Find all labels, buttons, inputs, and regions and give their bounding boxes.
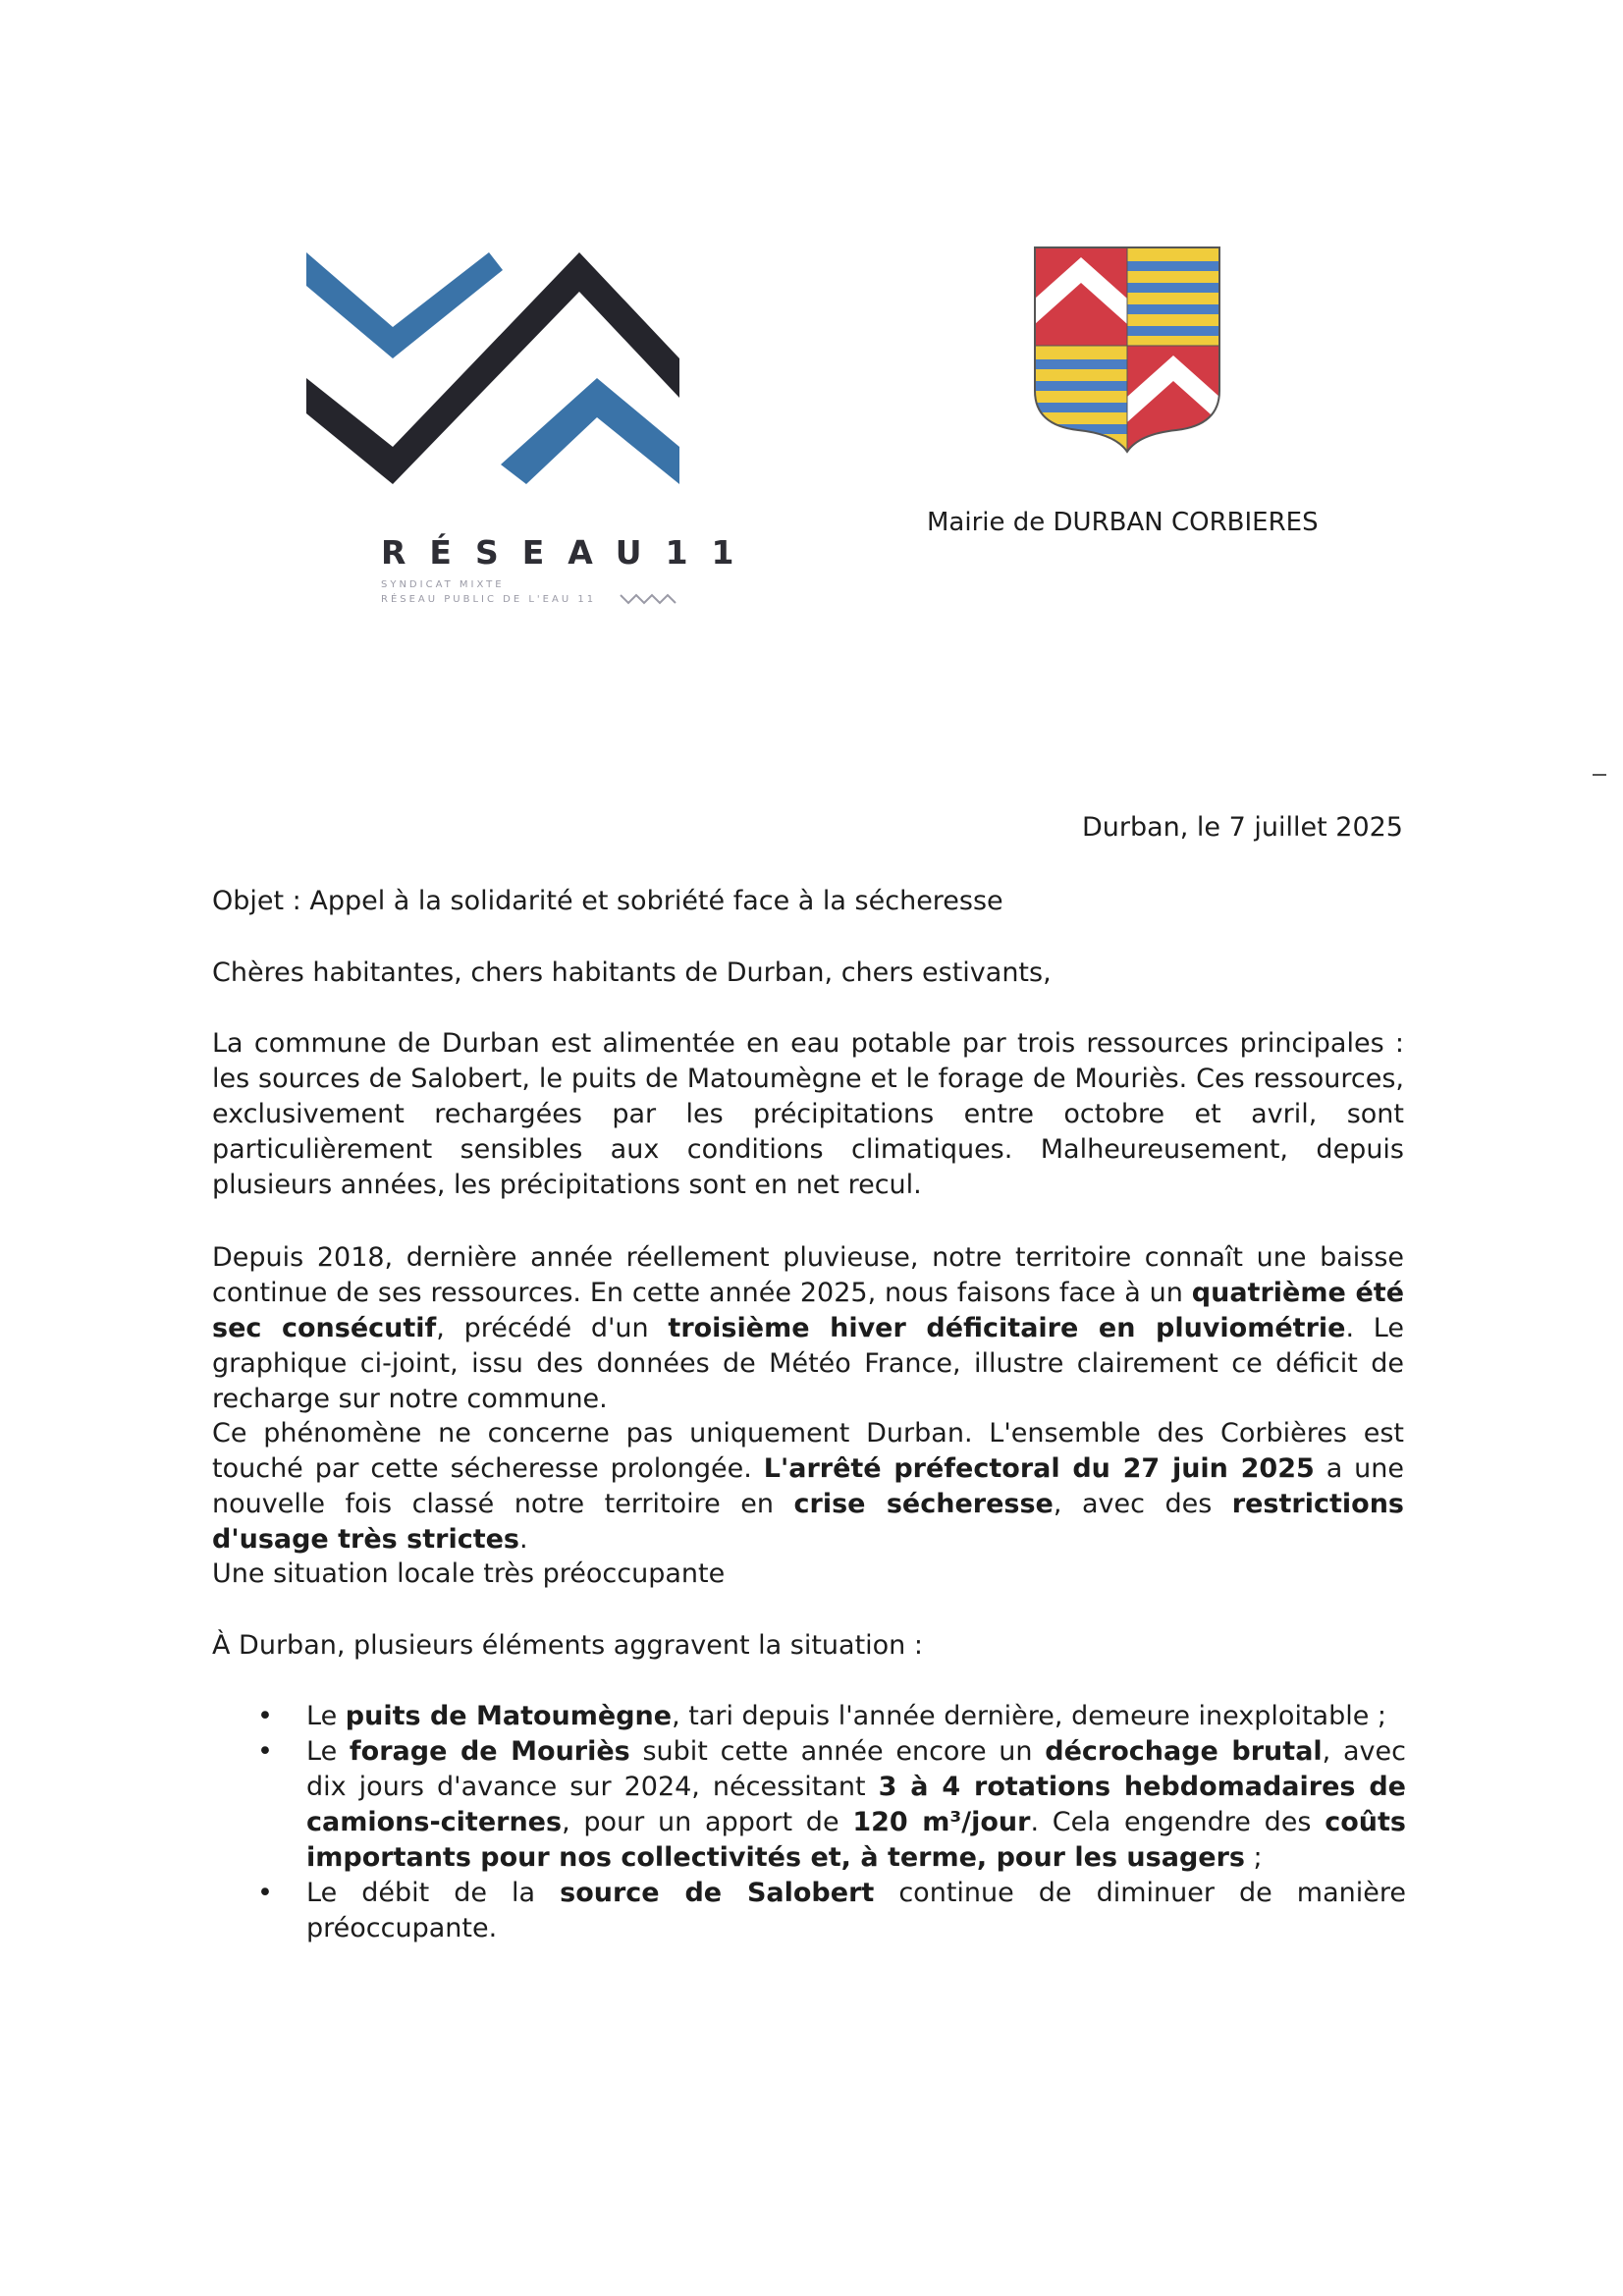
mairie-header: Mairie de DURBAN CORBIERES <box>927 508 1319 537</box>
list-item <box>257 1734 1406 1876</box>
situation-list <box>257 1699 1406 1946</box>
b2-emph-volume: 120 m³/jour <box>852 1807 1031 1837</box>
p2-text-e: . Le graphique ci-joint, issu des données de Météo France, illustre clairement ce déficit de recharge sur notre commune. <box>212 1313 1404 1414</box>
bullet-icon: • <box>257 1878 273 1908</box>
paragraph-1 <box>212 1026 1404 1203</box>
logo-wordmark: RÉSEAU11 <box>381 533 758 572</box>
b2-emph-couts: coûts importants pour nos collectivités et, à terme, pour les usagers <box>306 1807 1406 1873</box>
date-line: Durban, le 7 juillet 2025 <box>1081 812 1403 843</box>
logo-subtitle-1: SYNDICAT MIXTE <box>381 579 505 590</box>
p3-emph-crise: crise sécheresse <box>793 1489 1054 1519</box>
b2-text-a: Le <box>306 1736 350 1767</box>
bullet-icon: • <box>257 1736 273 1767</box>
p2-text-a: Depuis 2018, dernière année réellement pluvieuse, notre territoire connaît une baisse continue de ses ressources. En cette année 2025, nous faisons face à un <box>212 1242 1404 1308</box>
logo-blue-chevron-bottom <box>501 378 679 484</box>
b2-text-i: . Cela engendre des <box>1030 1807 1325 1837</box>
paragraph-2 <box>212 1240 1404 1417</box>
logo-subtitle-2: RÉSEAU PUBLIC DE L'EAU 11 <box>381 594 597 605</box>
p3-emph-arrete: L'arrêté préfectoral du 27 juin 2025 <box>763 1453 1315 1484</box>
paragraph-3 <box>212 1416 1404 1558</box>
b2-emph-rotations: 3 à 4 rotations hebdomadaires de camions-citernes <box>306 1772 1406 1837</box>
p3-text-c: a une nouvelle fois classé notre territoire en <box>212 1453 1405 1519</box>
durban-coat-of-arms <box>1029 244 1225 455</box>
p3-text-a: Ce phénomène ne concerne pas uniquement Durban. L'ensemble des Corbières est touché par cette sécheresse prolongée. <box>212 1418 1404 1484</box>
b2-text-c: subit cette année encore un <box>629 1736 1046 1767</box>
p2-emph-winter: troisième hiver déficitaire en pluviométrie <box>668 1313 1346 1343</box>
paragraph-1-text: La commune de Durban est alimentée en eau potable par trois ressources principales : les sources de Salobert, le puits de Matoumègne et le forage de Mouriès. Ces ressources, exclusivement rechargées par les précipitations entre octobre et avril, sont particulièrement sensibles aux conditions climatiques. Malheureusement, depuis plusieurs années, les précipitations sont en net recul. <box>212 1028 1404 1200</box>
b2-emph-forage: forage de Mouriès <box>349 1736 630 1767</box>
scan-mark <box>1593 774 1606 776</box>
p3-text-g: . <box>519 1524 528 1555</box>
logo-dark-zigzag <box>306 252 679 484</box>
b2-text-k: ; <box>1244 1842 1263 1873</box>
list-item <box>257 1699 1406 1734</box>
b3-emph: source de Salobert <box>560 1878 875 1908</box>
p3-text-e: , avec des <box>1053 1489 1232 1519</box>
b3-text-c: continue de diminuer de manière préoccupante. <box>306 1878 1406 1943</box>
b1-text-a: Le <box>306 1701 346 1731</box>
list-item <box>257 1876 1406 1946</box>
bullet-icon: • <box>257 1701 273 1731</box>
b2-text-e: , avec dix jours d'avance sur 2024, nécessitant <box>306 1736 1406 1802</box>
salutation: Chères habitantes, chers habitants de Durban, chers estivants, <box>212 957 1052 988</box>
logo-wave-icon <box>619 591 677 605</box>
subject-line: Objet : Appel à la solidarité et sobriété face à la sécheresse <box>212 886 1003 916</box>
p2-emph-summer: quatrième été sec consécutif <box>212 1278 1405 1343</box>
p2-text-c: , précédé d'un <box>436 1313 669 1343</box>
p3-emph-restrictions: restrictions d'usage très strictes <box>212 1489 1404 1555</box>
reseau11-logo <box>295 241 687 496</box>
b1-emph: puits de Matoumègne <box>345 1701 673 1731</box>
b2-text-g: , pour un apport de <box>562 1807 853 1837</box>
b1-text-c: , tari depuis l'année dernière, demeure inexploitable ; <box>672 1701 1387 1731</box>
section-title: Une situation locale très préoccupante <box>212 1558 726 1589</box>
b2-emph-decrochage: décrochage brutal <box>1045 1736 1323 1767</box>
list-intro: À Durban, plusieurs éléments aggravent la situation : <box>212 1630 923 1661</box>
b3-text-a: Le débit de la <box>306 1878 561 1908</box>
logo-blue-chevron-top <box>306 252 503 358</box>
